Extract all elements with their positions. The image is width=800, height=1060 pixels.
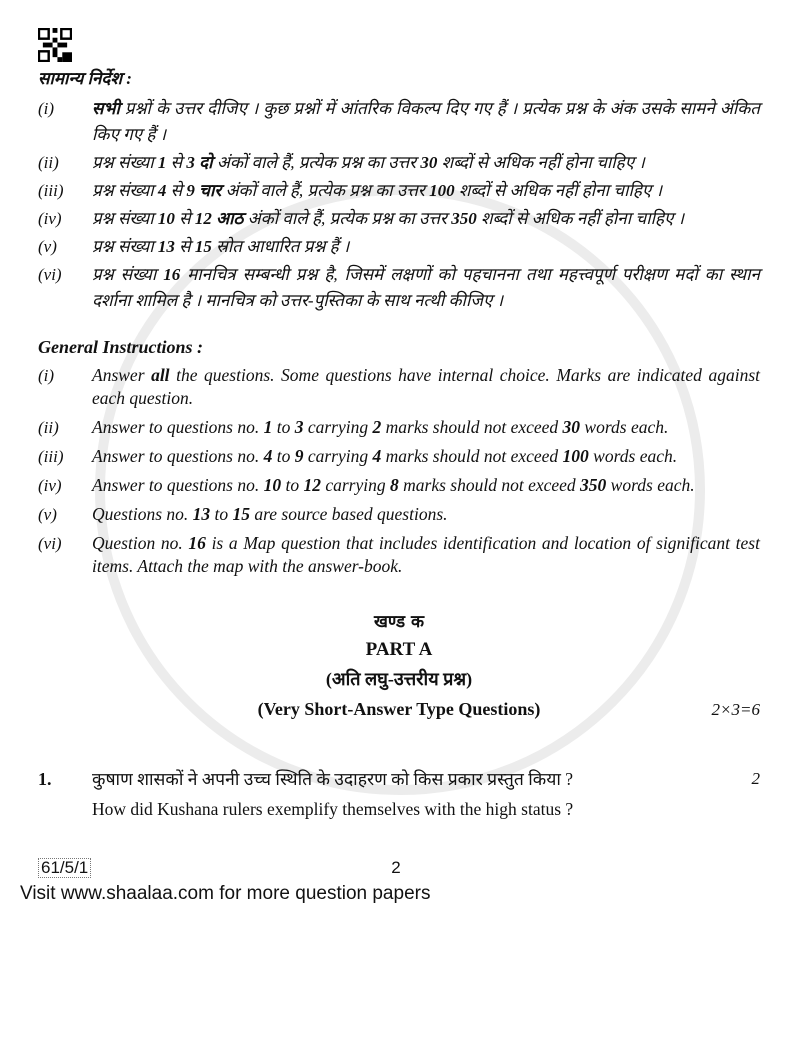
instruction-label: (iii) xyxy=(38,181,64,200)
text-segment: marks should not exceed xyxy=(381,417,563,437)
bold-text: 10 xyxy=(263,475,282,495)
text-segment: शब्दों से अधिक नहीं होना चाहिए । xyxy=(476,209,685,228)
section-subtitle: (Very Short-Answer Type Questions) xyxy=(257,699,541,719)
instruction-text xyxy=(92,474,760,497)
text-segment: से xyxy=(166,181,187,200)
text-segment: शब्दों से अधिक नहीं होना चाहिए । xyxy=(437,153,645,172)
bold-text: 100 xyxy=(562,446,589,466)
bold-text: 13 xyxy=(192,504,211,524)
instruction-label: (i) xyxy=(38,366,55,385)
bold-text: 350 xyxy=(580,475,607,495)
instruction-item xyxy=(38,178,760,204)
bold-text: 15 xyxy=(194,237,212,256)
text-segment: प्रश्न संख्या xyxy=(92,237,158,256)
text-segment: to xyxy=(272,417,295,437)
bold-text: 2 xyxy=(372,417,382,437)
section-hindi-subtitle: (अति लघु-उत्तरीय प्रश्न) xyxy=(325,669,473,689)
text-segment: are source based questions. xyxy=(250,504,448,524)
text-segment: to xyxy=(272,446,295,466)
text-segment: से xyxy=(174,237,195,256)
instruction-label: (iii) xyxy=(38,447,64,466)
bold-text: सभी xyxy=(92,99,120,118)
instruction-text xyxy=(92,445,760,468)
question-hindi: कुषाण शासकों ने अपनी उच्च स्थिति के उदाहरण को किस प्रकार प्रस्तुत किया ? xyxy=(92,769,574,789)
text-segment: से xyxy=(166,153,187,172)
text-segment: Questions no. xyxy=(92,504,193,524)
bold-text: 350 xyxy=(451,209,477,228)
instruction-label: (vi) xyxy=(38,265,62,284)
instruction-text xyxy=(92,364,760,410)
bold-text: 16 xyxy=(188,533,206,553)
instruction-text xyxy=(92,532,760,578)
text-segment: Answer to questions no. xyxy=(92,417,264,437)
bold-text: 4 xyxy=(157,181,167,200)
text-segment: carrying xyxy=(303,417,373,437)
text-segment: to xyxy=(281,475,304,495)
instruction-item xyxy=(38,503,760,526)
bold-text: 1 xyxy=(157,153,167,172)
text-segment: Answer xyxy=(92,365,152,385)
bold-text: 10 xyxy=(157,209,175,228)
instruction-item xyxy=(38,234,760,260)
question-1 xyxy=(38,764,760,824)
bold-text: all xyxy=(151,365,170,385)
text-segment: प्रश्नों के उत्तर दीजिए । कुछ प्रश्नों में आंतरिक विकल्प दिए गए हैं । प्रत्येक प्रश्न के अंक उसके सामने अंकित किए गए हैं । xyxy=(92,99,760,144)
instruction-label: (i) xyxy=(38,99,55,118)
text-segment: शब्दों से अधिक नहीं होना चाहिए । xyxy=(454,181,663,200)
instruction-item xyxy=(38,416,760,439)
hindi-instructions-heading: सामान्य निर्देश : xyxy=(38,69,132,88)
text-segment: मानचित्र सम्बन्धी प्रश्न है, जिसमें लक्षणों को पहचानना तथा महत्त्वपूर्ण परीक्षण मदों का स्थान दर्शाना शामिल है । मानचित्र को उत्तर-पुस्तिका के साथ नत्थी कीजिए । xyxy=(92,265,760,310)
hindi-instructions-list xyxy=(38,96,760,314)
text-segment: words each. xyxy=(606,475,695,495)
text-segment: प्रश्न संख्या xyxy=(92,181,158,200)
section-subtitle-row xyxy=(38,694,760,724)
instruction-label: (v) xyxy=(38,237,57,256)
bold-text: 12 आठ xyxy=(194,209,244,228)
text-segment: अंकों वाले हैं, प्रत्येक प्रश्न का उत्तर xyxy=(243,209,452,228)
text-segment: अंकों वाले हैं, प्रत्येक प्रश्न का उत्तर xyxy=(221,181,430,200)
instruction-label: (vi) xyxy=(38,534,62,553)
instruction-text xyxy=(92,150,760,176)
text-segment: marks should not exceed xyxy=(398,475,581,495)
instruction-label: (ii) xyxy=(38,153,59,172)
instruction-item xyxy=(38,150,760,176)
instruction-item xyxy=(38,206,760,232)
text-segment: अंकों वाले हैं, प्रत्येक प्रश्न का उत्तर xyxy=(212,153,421,172)
bold-text: 30 xyxy=(562,417,581,437)
text-segment: Answer to questions no. xyxy=(92,475,264,495)
instruction-text xyxy=(92,262,760,314)
instruction-item xyxy=(38,532,760,578)
text-segment: प्रश्न संख्या xyxy=(92,209,158,228)
bold-text: 13 xyxy=(157,237,175,256)
instruction-label: (iv) xyxy=(38,209,62,228)
bold-text: 1 xyxy=(263,417,273,437)
bold-text: 8 xyxy=(390,475,399,495)
text-segment: प्रश्न संख्या xyxy=(92,265,164,284)
bold-text: 3 xyxy=(294,417,304,437)
section-marks: 2×3=6 xyxy=(711,700,760,719)
instruction-item xyxy=(38,474,760,497)
instruction-text xyxy=(92,503,760,526)
bold-text: 3 दो xyxy=(186,153,213,172)
instruction-text xyxy=(92,96,760,148)
bold-text: 15 xyxy=(232,504,250,524)
bold-text: 12 xyxy=(303,475,321,495)
bold-text: 30 xyxy=(420,153,438,172)
bold-text: 4 xyxy=(263,446,273,466)
section-title: PART A xyxy=(365,639,433,660)
text-segment: carrying xyxy=(320,475,391,495)
text-segment: स्रोत आधारित प्रश्न हैं । xyxy=(211,237,350,256)
text-segment: से xyxy=(174,209,195,228)
section-header xyxy=(38,608,760,724)
instruction-item xyxy=(38,445,760,468)
text-segment: words each. xyxy=(580,417,669,437)
text-segment: carrying xyxy=(303,446,373,466)
bold-text: 9 चार xyxy=(186,181,222,200)
text-segment: प्रश्न संख्या xyxy=(92,153,158,172)
text-segment: the questions. Some questions have internal choice. Marks are indicated against each question. xyxy=(92,365,761,408)
bold-text: 100 xyxy=(429,181,455,200)
footer xyxy=(20,858,760,906)
english-instructions-list xyxy=(38,364,760,578)
instruction-label: (v) xyxy=(38,505,57,524)
instruction-label: (ii) xyxy=(38,418,59,437)
english-instructions-heading: General Instructions : xyxy=(38,337,204,357)
instruction-label: (iv) xyxy=(38,476,62,495)
instruction-item xyxy=(38,364,760,410)
instruction-text xyxy=(92,206,760,232)
instruction-text xyxy=(92,178,760,204)
text-segment: Answer to questions no. xyxy=(92,446,264,466)
qr-code xyxy=(38,28,72,62)
visit-link[interactable]: Visit www.shaalaa.com for more question papers xyxy=(20,883,431,904)
bold-text: 16 xyxy=(163,265,181,284)
page-number: 2 xyxy=(391,858,401,877)
section-hindi-title: खण्ड क xyxy=(373,612,425,632)
bold-text: 4 xyxy=(372,446,382,466)
question-english: How did Kushana rulers exemplify themselves with the high status ? xyxy=(92,799,574,819)
text-segment: is a Map question that includes identification and location of significant test items. Attach the map with the answer-book. xyxy=(92,533,760,576)
instruction-item xyxy=(38,262,760,314)
instruction-text xyxy=(92,416,760,439)
paper-code: 61/5/1 xyxy=(38,858,91,878)
text-segment: Question no. xyxy=(92,533,189,553)
text-segment: to xyxy=(210,504,233,524)
question-marks: 2 xyxy=(751,769,760,788)
text-segment: words each. xyxy=(588,446,678,466)
bold-text: 9 xyxy=(294,446,304,466)
instruction-text xyxy=(92,234,760,260)
instruction-item xyxy=(38,96,760,148)
text-segment: marks should not exceed xyxy=(381,446,563,466)
question-number: 1. xyxy=(38,769,52,789)
